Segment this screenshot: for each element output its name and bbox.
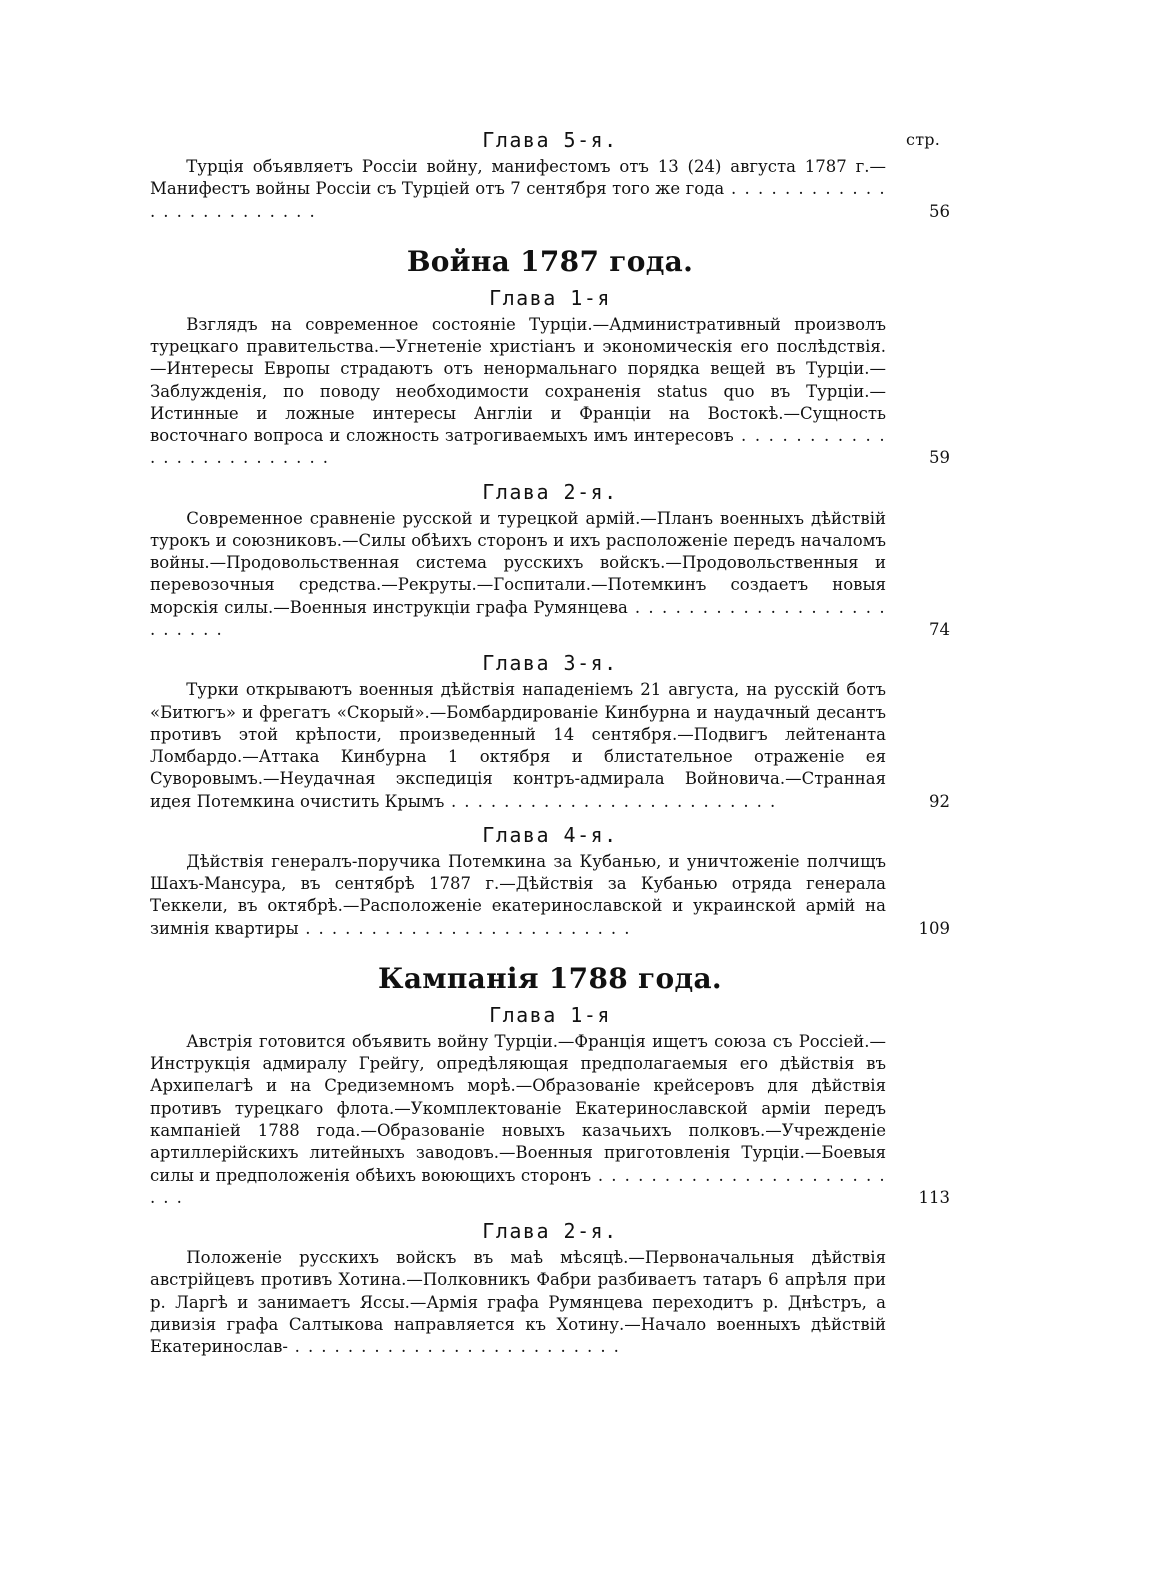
page-number: 92 [929,791,950,811]
page-number: 109 [918,918,950,938]
chapter-label: Глава 1-я [489,1002,611,1027]
chapter-label: Глава 2-я. [482,479,618,504]
section-2 [150,962,950,1358]
chapter-summary: Дѣйствія генералъ-поручика Потемкина за Кубанью, и уничтоженіе полчищъ Шахъ-Мансура, въ сентябрѣ 1787 г.—Дѣйствія за Кубанью отряда генерала Теккели, въ октябрѣ.—Расположеніе екатеринославской и украинской армій на зимнія квартиры . . . [150,851,886,940]
chapter-summary: Современное сравненіе русской и турецкой армій.—Планъ военныхъ дѣйствій турокъ и союзниковъ.—Силы обѣихъ сторонъ и ихъ расположеніе передъ началомъ войны.—Продовольственная система русскихъ войскъ.—Продовольственныя и перевозочныя средства.—Рекруты.—Госпитали.—Потемкинъ создаетъ новыя морскія силы.—Военныя инструкціи графа Румянцева . . . [150,508,886,642]
toc-entry [150,679,950,813]
page-number: 74 [929,619,950,639]
chapter-label: Глава 5-я. [482,128,618,152]
chapter-label: Глава 3-я. [482,651,618,676]
chapter-summary: Взглядъ на современное состояніе Турціи.—Административный произволъ турецкаго правительства.—Угнетеніе христіанъ и экономическія его послѣдствія.—Интересы Европы страдаютъ отъ ненормальнаго порядка вещей въ Турціи.—Заблужденія, по поводу необходимости сохраненія status quo въ Турціи.—Истинные и ложные интересы Англіи и Франціи на Востокѣ.—Сущность восточнаго вопроса и сложность затрогиваемыхъ имъ интересовъ . . . [150,314,886,470]
toc-page [150,120,950,1368]
chapter-label: Глава 1-я [489,285,611,310]
section-0 [150,128,950,223]
toc-entry [150,156,950,223]
page-label: стр. [906,130,940,149]
section-title: Война 1787 года. [406,244,694,278]
toc-entry [150,508,950,642]
page-number: 113 [918,1187,950,1207]
page-number: 59 [929,448,950,468]
toc-entry [150,314,950,470]
chapter-summary: Положеніе русскихъ войскъ въ маѣ мѣсяцѣ.—Первоначальныя дѣйствія австрійцевъ противъ Хотина.—Полковникъ Фабри разбиваетъ татаръ 6 апрѣля при р. Ларгѣ и занимаетъ Яссы.—Армія графа Румянцева переходитъ р. Днѣстръ, а дивизія графа Салтыкова направляется къ Хотину.—Начало военныхъ дѣйствій Екатеринослав- . . . [150,1247,886,1358]
toc-entry [150,1031,950,1209]
toc-entry [150,1247,950,1358]
chapter-label: Глава 2-я. [482,1219,618,1244]
section-1 [150,245,950,940]
page-number: 56 [929,201,950,221]
chapter-summary: Турція объявляетъ Россіи войну, манифестомъ отъ 13 (24) августа 1787 г.—Манифестъ войны Россіи съ Турціей отъ 7 сентября того же года . . . [150,156,886,223]
chapter-summary: Турки открываютъ военныя дѣйствія нападеніемъ 21 августа, на русскій ботъ «Битюгъ» и фрегатъ «Скорый».—Бомбардированіе Кинбурна и наудачный десантъ противъ этой крѣпости, произведенный 14 сентября.—Подвигъ лейтенанта Ломбардо.—Аттака Кинбурна 1 октября и блистательное отраженіе ея Суворовымъ.—Неудачная экспедиція контръ-адмирала Войновича.—Странная идея Потемкина очистить Крымъ . . . [150,679,886,813]
chapter-summary: Австрія готовится объявить войну Турціи.—Франція ищетъ союза съ Россіей.—Инструкція адмиралу Грейгу, опредѣляющая предполагаемыя его дѣйствія въ Архипелагѣ и на Средиземномъ морѣ.—Образованіе крейсеровъ для дѣйствія противъ турецкаго флота.—Укомплектованіе Екатеринославской арміи передъ кампаніей 1788 года.—Образованіе новыхъ казачьихъ полковъ.—Учрежденіе артиллерійскихъ литейныхъ заводовъ.—Военныя приготовленія Турціи.—Боевыя силы и предположенія обѣихъ воюющихъ сторонъ . . . [150,1031,886,1209]
section-title: Кампанія 1788 года. [378,961,722,995]
toc-entry [150,851,950,940]
chapter-label: Глава 4-я. [482,822,618,847]
